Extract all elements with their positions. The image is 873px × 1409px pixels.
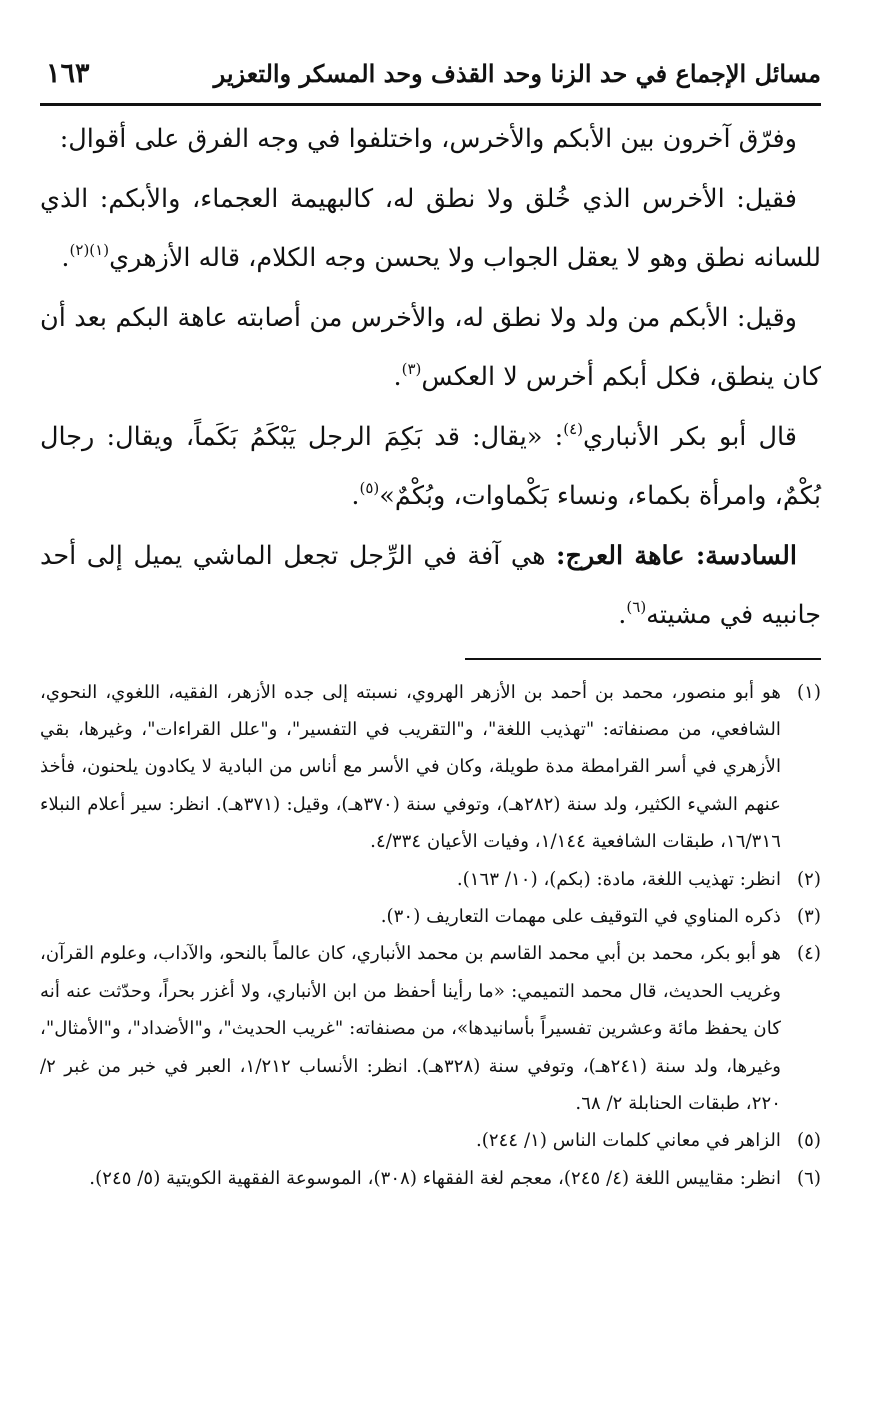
- footnote: [40, 861, 821, 898]
- paragraph-text: فقيل: الأخرس الذي خُلق ولا نطق له، كالبهيمة العجماء، والأبكم: الذي للسانه نطق وهو لا يعقل الجواب ولا يحسن وجه الكلام، قاله الأزهري: [40, 183, 821, 273]
- footnote: [40, 674, 821, 861]
- footnote-number: (٢): [797, 868, 821, 890]
- footnote: [40, 935, 821, 1122]
- paragraph-end: .: [393, 362, 402, 392]
- footnote-ref: (٦): [626, 598, 647, 616]
- body-paragraph: [40, 170, 821, 289]
- paragraph-end: .: [351, 481, 360, 511]
- footnote-number: (١): [797, 681, 821, 703]
- page-number: ١٦٣: [46, 58, 90, 89]
- paragraph-text: هي آفة في الرِّجل تجعل الماشي يميل إلى أحد جانبيه في مشيته: [40, 540, 821, 630]
- footnote-ref: (٤): [563, 419, 584, 438]
- footnote-number: (٤): [797, 943, 821, 965]
- footnote-text: انظر: مقاييس اللغة (٤/ ٢٤٥)، معجم لغة الفقهاء (٣٠٨)، الموسوعة الفقهية الكويتية (٥/ ٢٤٥).: [89, 1167, 781, 1189]
- running-header: [40, 58, 821, 103]
- book-page: [40, 58, 821, 1197]
- footnote-ref: (١)(٢): [69, 241, 110, 259]
- paragraph-end: .: [61, 243, 70, 273]
- main-text: [40, 110, 821, 646]
- paragraph-end: .: [618, 600, 627, 630]
- footnotes: [40, 674, 821, 1198]
- footnote-text: هو أبو بكر، محمد بن أبي محمد القاسم بن محمد الأنباري، كان عالماً بالنحو، والآداب، وعلوم القرآن، وغريب الحديث، قال محمد التميمي: «ما رأينا أحفظ من ابن الأنباري، ولا أغزر بحراً، وحدّثت عنه أنه كان يحفظ مائة وعشرين تفسيراً بأسانيدها»، من مصنفاته: "غريب الحديث"، و"الأضداد"، و"الأمثال"، وغيرها، ولد سنة (٢٤١هـ)، وتوفي سنة (٣٢٨هـ). انظر: الأنساب ١/٢١٢، العبر في خبر من غبر ٢/ ٢٢٠، طبقات الحنابلة ٢/ ٦٨.: [40, 943, 781, 1114]
- footnote-ref: (٥): [359, 479, 380, 497]
- footnote: [40, 1122, 821, 1159]
- footnote-separator: [465, 658, 821, 660]
- paragraph-text: وفرّق آخرون بين الأبكم والأخرس، واختلفوا في وجه الفرق على أقوال:: [59, 124, 797, 154]
- footnote-ref: (٣): [401, 360, 422, 378]
- running-title: مسائل الإجماع في حد الزنا وحد القذف وحد المسكر والتعزير: [213, 59, 821, 88]
- section-heading-inline: السادسة: عاهة العرج:: [556, 540, 797, 571]
- footnote-number: (٥): [797, 1130, 821, 1152]
- paragraph-text: قال أبو بكر الأنباري: [583, 421, 797, 452]
- header-rule: [40, 103, 821, 106]
- body-paragraph: [40, 527, 821, 646]
- footnote-text: الزاهر في معاني كلمات الناس (١/ ٢٤٤).: [475, 1130, 781, 1152]
- paragraph-text: وقيل: الأبكم من ولد ولا نطق له، والأخرس من أصابته عاهة البكم بعد أن كان ينطق، فكل أبكم أخرس لا العكس: [40, 302, 821, 392]
- footnote: [40, 898, 821, 935]
- body-paragraph: [40, 110, 821, 170]
- quotation-text: : «يقال: قد بَكِمَ الرجل يَبْكَمُ بَكَماً، ويقال: رجال بُكْمٌ، وامرأة بكماء، ونساء بَكْماوات، وبُكْمٌ»: [40, 421, 821, 511]
- body-paragraph: [40, 289, 821, 408]
- body-paragraph: [40, 408, 821, 527]
- footnote-number: (٣): [797, 905, 821, 927]
- footnote-text: انظر: تهذيب اللغة، مادة: (بكم)، (١٠/ ١٦٣).: [456, 868, 781, 890]
- footnote-text: ذكره المناوي في التوقيف على مهمات التعاريف (٣٠).: [380, 905, 781, 927]
- footnote: [40, 1160, 821, 1197]
- footnote-text: هو أبو منصور، محمد بن أحمد بن الأزهر الهروي، نسبته إلى جده الأزهر، الفقيه، اللغوي، النحوي، الشافعي، من مصنفاته: "تهذيب اللغة"، و"التقريب في التفسير"، و"علل القراءات"، وغيرها، بقي الأزهري في أسر القرامطة مدة طويلة، وكان في الأسر مع أناس من البادية لا يكادون يلحنون، فأخذ عنهم الشيء الكثير، ولد سنة (٢٨٢هـ)، وتوفي سنة (٣٧٠هـ)، وقيل: (٣٧١هـ). انظر: سير أعلام النبلاء ١٦/٣١٦، طبقات الشافعية ١/١٤٤، وفيات الأعيان ٤/٣٣٤.: [40, 681, 782, 853]
- footnote-number: (٦): [797, 1167, 821, 1189]
